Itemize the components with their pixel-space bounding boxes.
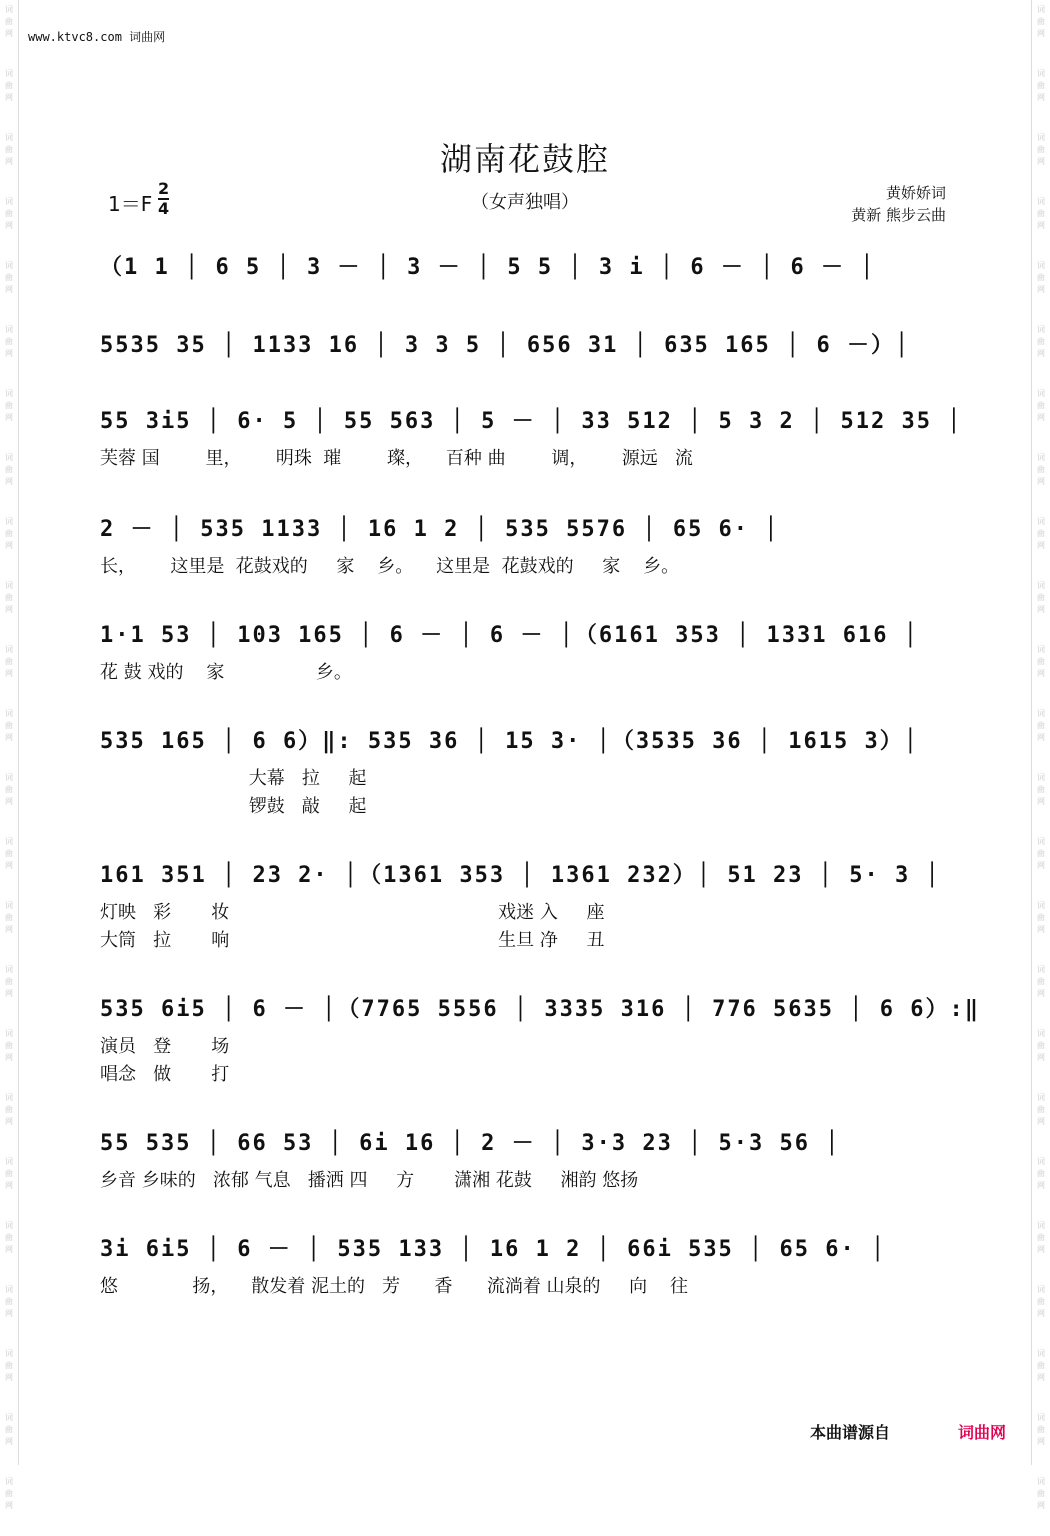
- lyric-line-2: 大筒 拉 响 生旦 净 丑: [100, 930, 605, 951]
- watermark-text: 词 曲 网: [5, 773, 13, 806]
- notation-line: 535 6i5 │ 6 － │（7765 5556 │ 3335 316 │ 776 5635 │ 6 6）:‖: [100, 997, 980, 1022]
- notation-line: 55 3i5 │ 6· 5 │ 55 563 │ 5 － │ 33 512 │ 5 3 2 │ 512 35 │: [100, 409, 963, 434]
- watermark-text: 词 曲 网: [1037, 1157, 1045, 1190]
- watermark-text: 词 曲 网: [1037, 709, 1045, 742]
- footer-source-label: 本曲谱源自: [810, 1423, 891, 1442]
- watermark-text: 词 曲 网: [5, 1093, 13, 1126]
- lyric-line-1: 乡音 乡味的 浓郁 气息 播洒 四 方 潇湘 花鼓 湘韵 悠扬: [100, 1170, 639, 1191]
- watermark-text: 词 曲 网: [5, 261, 13, 294]
- footer-brand-link[interactable]: 词曲网: [958, 1423, 1007, 1442]
- lyric-line-1: 灯映 彩 妆 戏迷 入 座: [100, 902, 605, 923]
- watermark-text: 词 曲 网: [1037, 517, 1045, 550]
- watermark-text: 词 曲 网: [5, 1285, 13, 1318]
- notation-line: 1·1 53 │ 103 165 │ 6 － │ 6 － │（6161 353 │ 1331 616 │: [100, 623, 920, 648]
- watermark-text: 词 曲 网: [5, 1413, 13, 1446]
- watermark-text: 词 曲 网: [1037, 1221, 1045, 1254]
- lyric-line-2: 锣鼓 敲 起: [100, 796, 367, 817]
- composer: 黄新 熊步云曲: [851, 206, 946, 224]
- notation-line: （1 1 │ 6 5 │ 3 － │ 3 － │ 5 5 │ 3 i │ 6 － │ 6 － │: [100, 255, 876, 280]
- watermark-text: 词 曲 网: [5, 197, 13, 230]
- lyric-line-1: 长， 这里是 花鼓戏的 家 乡。 这里是 花鼓戏的 家 乡。: [100, 556, 680, 577]
- left-watermark-strip: [0, 0, 19, 1510]
- watermark-text: 词 曲 网: [1037, 389, 1045, 422]
- watermark-text: 词 曲 网: [5, 453, 13, 486]
- credits: [851, 182, 946, 226]
- watermark-text: 词 曲 网: [1037, 773, 1045, 806]
- notation-line: 3i 6i5 │ 6 － │ 535 133 │ 16 1 2 │ 66i 535 │ 65 6· │: [100, 1237, 887, 1262]
- watermark-text: 词 曲 网: [5, 837, 13, 870]
- lyric-line-1: 大幕 拉 起: [100, 768, 367, 789]
- watermark-text: 词 曲 网: [1037, 5, 1045, 38]
- lyric-line-1: 芙蓉 国 里， 明珠 璀 璨， 百种 曲 调， 源远 流: [100, 448, 693, 469]
- watermark-text: 词 曲 网: [1037, 901, 1045, 934]
- watermark-text: 词 曲 网: [5, 1157, 13, 1190]
- notation-line: 161 351 │ 23 2· │（1361 353 │ 1361 232）│ 51 23 │ 5· 3 │: [100, 863, 941, 888]
- watermark-text: 词 曲 网: [1037, 133, 1045, 166]
- watermark-text: 词 曲 网: [5, 709, 13, 742]
- key-signature: 1＝F: [108, 192, 153, 216]
- watermark-text: 词 曲 网: [5, 69, 13, 102]
- watermark-text: 词 曲 网: [5, 645, 13, 678]
- watermark-text: 词 曲 网: [1037, 197, 1045, 230]
- site-url: www.ktvc8.com 词曲网: [28, 30, 166, 44]
- watermark-text: 词 曲 网: [5, 1221, 13, 1254]
- watermark-text: 词 曲 网: [1037, 325, 1045, 358]
- watermark-text: 词 曲 网: [5, 325, 13, 358]
- watermark-text: 词 曲 网: [1037, 1349, 1045, 1382]
- watermark-text: 词 曲 网: [1037, 1413, 1045, 1446]
- watermark-text: 词 曲 网: [5, 133, 13, 166]
- watermark-text: 词 曲 网: [5, 389, 13, 422]
- watermark-text: 词 曲 网: [1037, 1285, 1045, 1318]
- watermark-text: 词 曲 网: [5, 965, 13, 998]
- watermark-text: 词 曲 网: [5, 901, 13, 934]
- lyric-line-1: 花 鼓 戏的 家 乡。: [100, 662, 352, 683]
- song-title: 湖南花鼓腔: [439, 140, 610, 178]
- watermark-text: 词 曲 网: [1037, 581, 1045, 614]
- watermark-text: 词 曲 网: [1037, 261, 1045, 294]
- watermark-text: 词 曲 网: [1037, 1029, 1045, 1062]
- watermark-text: 词 曲 网: [1037, 645, 1045, 678]
- notation-line: 535 165 │ 6 6）‖: 535 36 │ 15 3· │（3535 36 │ 1615 3）│: [100, 729, 920, 754]
- time-numerator: 2: [158, 179, 170, 198]
- right-watermark-strip: [1031, 0, 1050, 1510]
- subtitle: （女声独唱）: [471, 192, 579, 213]
- lyricist: 黄娇娇词: [885, 184, 946, 202]
- watermark-text: 词 曲 网: [5, 517, 13, 550]
- watermark-text: 词 曲 网: [5, 1349, 13, 1382]
- notation-line: 5535 35 │ 1133 16 │ 3 3 5 │ 656 31 │ 635 165 │ 6 －）│: [100, 333, 911, 358]
- watermark-text: 词 曲 网: [1037, 1093, 1045, 1126]
- notation-line: 2 － │ 535 1133 │ 16 1 2 │ 535 5576 │ 65 6· │: [100, 517, 780, 542]
- watermark-text: 词 曲 网: [1037, 69, 1045, 102]
- watermark-text: 词 曲 网: [5, 581, 13, 614]
- watermark-text: 词 曲 网: [5, 1029, 13, 1062]
- time-denominator: 4: [158, 199, 170, 218]
- lyric-line-1: 演员 登 场: [100, 1036, 230, 1057]
- watermark-text: 词 曲 网: [1037, 453, 1045, 486]
- watermark-text: 词 曲 网: [1037, 1477, 1045, 1510]
- lyric-line-1: 悠 扬， 散发着 泥土的 芳 香 流淌着 山泉的 向 往: [100, 1276, 689, 1297]
- watermark-text: 词 曲 网: [1037, 965, 1045, 998]
- watermark-text: 词 曲 网: [5, 5, 13, 38]
- watermark-text: 词 曲 网: [5, 1477, 13, 1510]
- lyric-line-2: 唱念 做 打: [100, 1064, 230, 1085]
- watermark-text: 词 曲 网: [1037, 837, 1045, 870]
- notation-line: 55 535 │ 66 53 │ 6i 16 │ 2 － │ 3·3 23 │ 5·3 56 │: [100, 1131, 841, 1156]
